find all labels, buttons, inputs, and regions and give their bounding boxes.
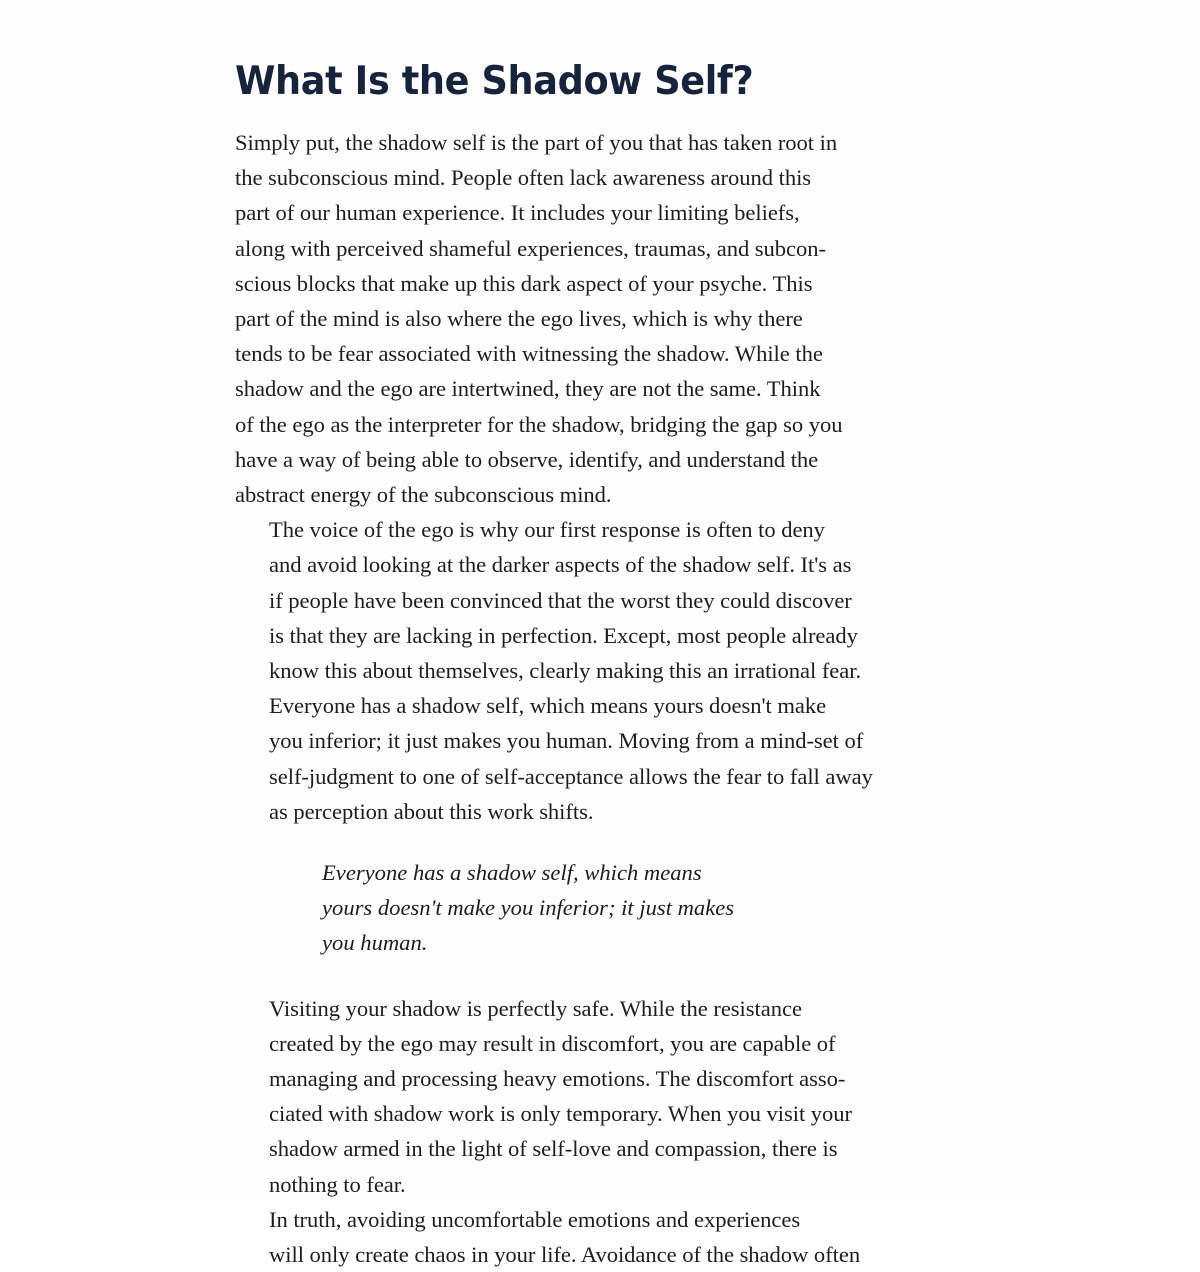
page-title: What Is the Shadow Self? xyxy=(235,59,754,104)
text-line: tends to be fear associated with witnessing the shadow. While the xyxy=(235,341,823,367)
text-line: managing and processing heavy emotions. The discomfort asso- xyxy=(269,1066,846,1092)
text-line: abstract energy of the subconscious mind. xyxy=(235,481,612,507)
text-line: of the ego as the interpreter for the shadow, bridging the gap so you xyxy=(235,411,843,437)
text-line: The voice of the ego is why our first response is often to deny xyxy=(269,517,825,543)
text-line: nothing to fear. xyxy=(269,1171,406,1197)
text-line: part of our human experience. It includes your limiting beliefs, xyxy=(235,200,800,226)
paragraph-4 xyxy=(235,1202,897,1272)
text-line: In truth, avoiding uncomfortable emotions and experiences xyxy=(269,1206,801,1232)
text-line: the subconscious mind. People often lack awareness around this xyxy=(235,165,812,191)
text-line: have a way of being able to observe, identify, and understand the xyxy=(235,446,819,472)
text-line: know this about themselves, clearly making this an irrational fear. xyxy=(269,657,862,683)
pull-quote xyxy=(235,855,897,961)
text-line: Everyone has a shadow self, which means yours doesn't make xyxy=(269,693,827,719)
text-line: you human. xyxy=(322,930,428,956)
text-line: self-judgment to one of self-acceptance allows the fear to fall away xyxy=(269,763,873,789)
text-line: Visiting your shadow is perfectly safe. While the resistance xyxy=(269,995,802,1021)
paragraph-3 xyxy=(235,991,897,1202)
text-line: along with perceived shameful experiences, traumas, and subcon- xyxy=(235,235,826,261)
text-line: yours doesn't make you inferior; it just makes xyxy=(322,895,735,921)
text-line: will only create chaos in your life. Avoidance of the shadow often xyxy=(269,1242,861,1268)
text-line: Simply put, the shadow self is the part of you that has taken root in xyxy=(235,129,838,155)
text-line: part of the mind is also where the ego lives, which is why there xyxy=(235,305,803,331)
text-line: you inferior; it just makes you human. Moving from a mind-set of xyxy=(269,728,864,754)
text-line: as perception about this work shifts. xyxy=(269,798,594,824)
text-line: ciated with shadow work is only temporary. When you visit your xyxy=(269,1101,852,1127)
text-line: created by the ego may result in discomfort, you are capable of xyxy=(269,1030,836,1056)
text-line: shadow armed in the light of self-love and compassion, there is xyxy=(269,1136,838,1162)
text-line: and avoid looking at the darker aspects of the shadow self. It's as xyxy=(269,552,852,578)
text-column xyxy=(235,59,897,1272)
paragraph-1 xyxy=(235,125,897,512)
paragraph-2 xyxy=(235,512,897,829)
text-line: if people have been convinced that the worst they could discover xyxy=(269,587,852,613)
text-line: shadow and the ego are intertwined, they are not the same. Think xyxy=(235,376,821,402)
text-line: scious blocks that make up this dark aspect of your psyche. This xyxy=(235,270,813,296)
text-line: Everyone has a shadow self, which means xyxy=(322,860,702,885)
text-line: is that they are lacking in perfection. Except, most people already xyxy=(269,622,858,648)
